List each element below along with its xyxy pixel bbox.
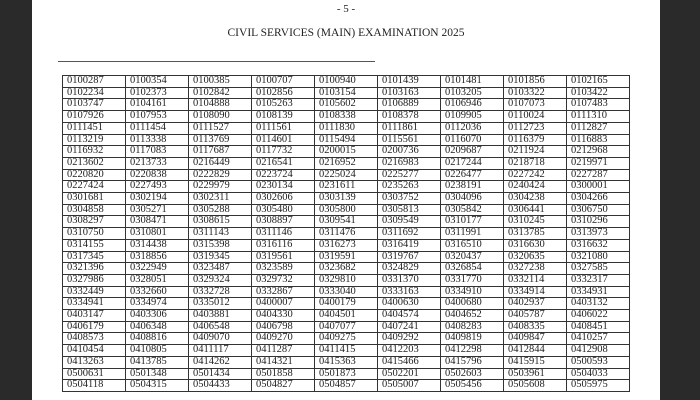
roll-number-cell: 0100940 [315,76,378,88]
table-row [63,146,630,158]
roll-number-cell: 0200736 [378,146,441,158]
table-row [63,333,630,345]
page-number: - 5 - [336,3,356,15]
roll-number-cell: 0501434 [189,368,252,380]
roll-number-cell: 0405787 [504,310,567,322]
roll-number-cell: 0400680 [441,298,504,310]
roll-number-cell: 0328051 [126,274,189,286]
roll-number-cell: 0108139 [252,111,315,123]
roll-number-cell: 0411415 [315,345,378,357]
roll-number-cell: 0227242 [504,169,567,181]
roll-number-cell: 0321080 [567,251,630,263]
roll-number-cell: 0111561 [252,122,315,134]
roll-number-cell: 0320635 [504,251,567,263]
roll-number-cell: 0227493 [126,181,189,193]
roll-number-cell: 0103154 [315,87,378,99]
roll-number-cell: 0103205 [441,87,504,99]
roll-number-cell: 0216541 [252,157,315,169]
roll-number-cell: 0112827 [567,122,630,134]
roll-number-cell: 0327986 [63,274,126,286]
roll-number-cell: 0406348 [126,321,189,333]
roll-number-cell: 0410805 [126,345,189,357]
table-row [63,368,630,380]
table-row [63,99,630,111]
roll-number-cell: 0305813 [378,204,441,216]
roll-number-cell: 0334941 [63,298,126,310]
roll-number-cell: 0409070 [189,333,252,345]
table-row [63,157,630,169]
roll-number-cell: 0111527 [189,122,252,134]
roll-number-cell: 0415796 [441,356,504,368]
table-row [63,111,630,123]
roll-number-cell: 0332660 [126,286,189,298]
roll-number-cell: 0409292 [378,333,441,345]
roll-number-cell: 0225277 [378,169,441,181]
roll-number-cell: 0408283 [441,321,504,333]
roll-number-cell: 0111830 [315,122,378,134]
roll-number-cell: 0408573 [63,333,126,345]
roll-number-cell: 0407241 [378,321,441,333]
roll-number-cell: 0500593 [567,356,630,368]
roll-number-cell: 0409847 [504,333,567,345]
roll-number-cell: 0308297 [63,216,126,228]
roll-number-cell: 0314155 [63,239,126,251]
roll-number-cell: 0102373 [126,87,189,99]
roll-number-cell: 0404501 [315,310,378,322]
roll-number-cell: 0311143 [189,228,252,240]
roll-number-cell: 0100385 [189,76,252,88]
roll-number-cell: 0410257 [567,333,630,345]
roll-number-cell: 0108338 [315,111,378,123]
roll-number-cell: 0316273 [315,239,378,251]
roll-number-cell: 0406798 [252,321,315,333]
roll-number-cell: 0310750 [63,228,126,240]
table-row [63,286,630,298]
roll-number-cell: 0240424 [504,181,567,193]
roll-number-cell: 0415466 [378,356,441,368]
roll-number-cell: 0306750 [567,204,630,216]
document-page [32,0,660,400]
roll-number-cell: 0102165 [567,76,630,88]
table-row [63,345,630,357]
roll-number-cell: 0327585 [567,263,630,275]
roll-number-cell: 0100707 [252,76,315,88]
roll-number-cell: 0306441 [504,204,567,216]
roll-number-cell: 0103322 [504,87,567,99]
table-row [63,356,630,368]
roll-number-cell: 0104161 [126,99,189,111]
roll-number-cell: 0101481 [441,76,504,88]
roll-number-cell: 0104888 [189,99,252,111]
table-row [63,251,630,263]
roll-number-cell: 0223724 [252,169,315,181]
roll-number-cell: 0217244 [441,157,504,169]
roll-number-cell: 0305271 [126,204,189,216]
table-row [63,122,630,134]
roll-number-cell: 0406179 [63,321,126,333]
roll-number-cell: 0105263 [252,99,315,111]
roll-number-cell: 0501858 [252,368,315,380]
roll-number-cell: 0329324 [189,274,252,286]
roll-number-cell: 0310177 [441,216,504,228]
roll-number-cell: 0408335 [504,321,567,333]
roll-number-cell: 0308897 [252,216,315,228]
roll-number-cell: 0324829 [378,263,441,275]
roll-number-cell: 0504118 [63,380,126,392]
roll-number-cell: 0502201 [378,368,441,380]
roll-number-cell: 0316632 [567,239,630,251]
roll-number-cell: 0213733 [126,157,189,169]
roll-number-cell: 0412844 [504,345,567,357]
roll-number-cell: 0402937 [504,298,567,310]
roll-number-cell: 0107926 [63,111,126,123]
roll-number-cell: 0322949 [126,263,189,275]
roll-number-cell: 0316116 [252,239,315,251]
table-row [63,321,630,333]
roll-number-cell: 0326854 [441,263,504,275]
roll-number-cell: 0309549 [378,216,441,228]
roll-number-cell: 0332867 [252,286,315,298]
roll-number-cell: 0319591 [315,251,378,263]
roll-number-cell: 0111451 [63,122,126,134]
roll-number-cell: 0505007 [378,380,441,392]
roll-number-cell: 0101439 [378,76,441,88]
roll-number-cell: 0404330 [252,310,315,322]
roll-number-cell: 0406022 [567,310,630,322]
roll-number-cell: 0316510 [441,239,504,251]
roll-number-cell: 0415363 [315,356,378,368]
roll-number-cell: 0200015 [315,146,378,158]
roll-number-cell: 0302311 [189,193,252,205]
roll-number-cell: 0410454 [63,345,126,357]
roll-number-cell: 0409819 [441,333,504,345]
roll-number-cell: 0213602 [63,157,126,169]
roll-number-cell: 0305842 [441,204,504,216]
roll-number-cell: 0323682 [315,263,378,275]
roll-number-cell: 0219971 [567,157,630,169]
table-row [63,274,630,286]
roll-number-cell: 0411117 [189,345,252,357]
roll-number-cell: 0310296 [567,216,630,228]
roll-number-cell: 0409275 [315,333,378,345]
table-row [63,380,630,392]
roll-number-cell: 0332114 [504,274,567,286]
roll-number-cell: 0411287 [252,345,315,357]
roll-number-cell: 0332449 [63,286,126,298]
roll-number-cell: 0116379 [504,134,567,146]
roll-number-cell: 0230134 [252,181,315,193]
roll-number-cell: 0414321 [252,356,315,368]
roll-number-cell: 0113338 [126,134,189,146]
roll-number-cell: 0400007 [252,298,315,310]
roll-number-cell: 0335012 [189,298,252,310]
roll-number-cell: 0216449 [189,157,252,169]
roll-number-cell: 0331370 [378,274,441,286]
roll-number-cell: 0103422 [567,87,630,99]
roll-number-cell: 0216983 [378,157,441,169]
table-row [63,134,630,146]
roll-number-cell: 0500631 [63,368,126,380]
roll-number-cell: 0303139 [315,193,378,205]
roll-number-cell: 0311692 [378,228,441,240]
roll-number-cell: 0116070 [441,134,504,146]
roll-number-cell: 0332728 [189,286,252,298]
roll-number-cell: 0304238 [504,193,567,205]
table-row [63,76,630,88]
roll-number-cell: 0115561 [378,134,441,146]
roll-number-cell: 0333040 [315,286,378,298]
roll-number-cell: 0413785 [126,356,189,368]
roll-number-cell: 0107073 [504,99,567,111]
roll-number-cell: 0504033 [567,368,630,380]
roll-number-cell: 0304096 [441,193,504,205]
roll-number-cell: 0504827 [252,380,315,392]
roll-number-cell: 0114601 [252,134,315,146]
roll-number-cell: 0400630 [378,298,441,310]
roll-number-cell: 0226477 [441,169,504,181]
roll-number-cell: 0505975 [567,380,630,392]
roll-number-cell: 0116932 [63,146,126,158]
roll-number-cell: 0212968 [567,146,630,158]
roll-number-cell: 0415915 [504,356,567,368]
roll-number-cell: 0308615 [189,216,252,228]
roll-number-cell: 0319561 [252,251,315,263]
roll-number-cell: 0238191 [441,181,504,193]
roll-number-cell: 0329732 [252,274,315,286]
roll-number-cell: 0107483 [567,99,630,111]
roll-number-cell: 0103747 [63,99,126,111]
roll-number-cell: 0108090 [189,111,252,123]
roll-number-cell: 0115494 [315,134,378,146]
roll-number-cell: 0310245 [504,216,567,228]
roll-number-cell: 0231611 [315,181,378,193]
roll-number-cell: 0304266 [567,193,630,205]
table-row [63,193,630,205]
divider [58,61,375,62]
roll-number-cell: 0220838 [126,169,189,181]
roll-number-cell: 0505608 [504,380,567,392]
roll-number-cell: 0102842 [189,87,252,99]
roll-number-cell: 0403306 [126,310,189,322]
roll-number-cell: 0333163 [378,286,441,298]
roll-number-cell: 0502603 [441,368,504,380]
table-row [63,181,630,193]
roll-number-table [62,75,630,392]
roll-number-cell: 0220820 [63,169,126,181]
roll-number-cell: 0334974 [126,298,189,310]
roll-number-cell: 0117687 [189,146,252,158]
roll-number-cell: 0302194 [126,193,189,205]
roll-number-cell: 0407077 [315,321,378,333]
roll-number-cell: 0100287 [63,76,126,88]
roll-number-cell: 0301681 [63,193,126,205]
roll-number-cell: 0505456 [441,380,504,392]
roll-number-cell: 0413263 [63,356,126,368]
table-row [63,310,630,322]
roll-number-cell: 0408816 [126,333,189,345]
roll-number-cell: 0403147 [63,310,126,322]
roll-number-cell: 0412298 [441,345,504,357]
roll-number-cell: 0408451 [567,321,630,333]
roll-number-cell: 0327238 [504,263,567,275]
roll-number-cell: 0323589 [252,263,315,275]
roll-number-cell: 0308471 [126,216,189,228]
roll-number-cell: 0504857 [315,380,378,392]
page-title: CIVIL SERVICES (MAIN) EXAMINATION 2025 [227,27,465,39]
roll-number-cell: 0105602 [315,99,378,111]
roll-number-cell: 0102856 [252,87,315,99]
roll-number-cell: 0103163 [378,87,441,99]
roll-number-cell: 0317345 [63,251,126,263]
roll-number-cell: 0100354 [126,76,189,88]
roll-number-cell: 0313973 [567,228,630,240]
roll-number-cell: 0409270 [252,333,315,345]
table-row [63,263,630,275]
roll-number-cell: 0109905 [441,111,504,123]
roll-number-cell: 0102234 [63,87,126,99]
roll-number-cell: 0311991 [441,228,504,240]
roll-number-cell: 0320437 [441,251,504,263]
roll-number-cell: 0101856 [504,76,567,88]
roll-number-cell: 0404574 [378,310,441,322]
table-row [63,298,630,310]
roll-number-cell: 0227287 [567,169,630,181]
roll-number-cell: 0112036 [441,122,504,134]
roll-number-cell: 0313785 [504,228,567,240]
roll-number-cell: 0334910 [441,286,504,298]
roll-number-cell: 0403132 [567,298,630,310]
roll-number-table-body [63,76,630,392]
roll-number-cell: 0111454 [126,122,189,134]
roll-number-cell: 0305800 [315,204,378,216]
roll-number-cell: 0323487 [189,263,252,275]
roll-number-cell: 0229979 [189,181,252,193]
roll-number-cell: 0311476 [315,228,378,240]
roll-number-cell: 0311146 [252,228,315,240]
roll-number-cell: 0117732 [252,146,315,158]
roll-number-cell: 0216952 [315,157,378,169]
roll-number-cell: 0222829 [189,169,252,181]
roll-number-cell: 0113219 [63,134,126,146]
roll-number-cell: 0209687 [441,146,504,158]
roll-number-cell: 0117083 [126,146,189,158]
roll-number-cell: 0227424 [63,181,126,193]
table-row [63,204,630,216]
roll-number-cell: 0501873 [315,368,378,380]
roll-number-cell: 0316419 [378,239,441,251]
roll-number-cell: 0504315 [126,380,189,392]
roll-number-cell: 0321396 [63,263,126,275]
roll-number-cell: 0106946 [441,99,504,111]
roll-number-cell: 0318856 [126,251,189,263]
roll-number-cell: 0305480 [252,204,315,216]
roll-number-cell: 0211924 [504,146,567,158]
table-row [63,169,630,181]
roll-number-cell: 0319345 [189,251,252,263]
roll-number-cell: 0319767 [378,251,441,263]
roll-number-cell: 0310801 [126,228,189,240]
roll-number-cell: 0110024 [504,111,567,123]
roll-number-cell: 0225024 [315,169,378,181]
table-row [63,239,630,251]
roll-number-cell: 0503961 [504,368,567,380]
roll-number-cell: 0235263 [378,181,441,193]
roll-number-cell: 0314438 [126,239,189,251]
table-row [63,216,630,228]
roll-number-cell: 0309541 [315,216,378,228]
roll-number-cell: 0501348 [126,368,189,380]
table-row [63,87,630,99]
roll-number-cell: 0329810 [315,274,378,286]
roll-number-cell: 0113769 [189,134,252,146]
roll-number-cell: 0331770 [441,274,504,286]
roll-number-cell: 0406548 [189,321,252,333]
roll-number-cell: 0218718 [504,157,567,169]
roll-number-cell: 0111861 [378,122,441,134]
roll-number-cell: 0303752 [378,193,441,205]
roll-number-cell: 0414262 [189,356,252,368]
roll-number-cell: 0316630 [504,239,567,251]
roll-number-cell: 0412203 [378,345,441,357]
roll-number-cell: 0300001 [567,181,630,193]
table-row [63,228,630,240]
roll-number-cell: 0108378 [378,111,441,123]
roll-number-cell: 0400179 [315,298,378,310]
roll-number-cell: 0111310 [567,111,630,123]
roll-number-cell: 0334914 [504,286,567,298]
roll-number-cell: 0304858 [63,204,126,216]
roll-number-cell: 0332317 [567,274,630,286]
roll-number-cell: 0504433 [189,380,252,392]
roll-number-cell: 0107953 [126,111,189,123]
roll-number-cell: 0403881 [189,310,252,322]
roll-number-cell: 0302606 [252,193,315,205]
roll-number-cell: 0112723 [504,122,567,134]
roll-number-cell: 0404652 [441,310,504,322]
roll-number-cell: 0106889 [378,99,441,111]
roll-number-cell: 0116883 [567,134,630,146]
roll-number-cell: 0334931 [567,286,630,298]
roll-number-cell: 0305288 [189,204,252,216]
roll-number-cell: 0315398 [189,239,252,251]
roll-number-cell: 0412908 [567,345,630,357]
